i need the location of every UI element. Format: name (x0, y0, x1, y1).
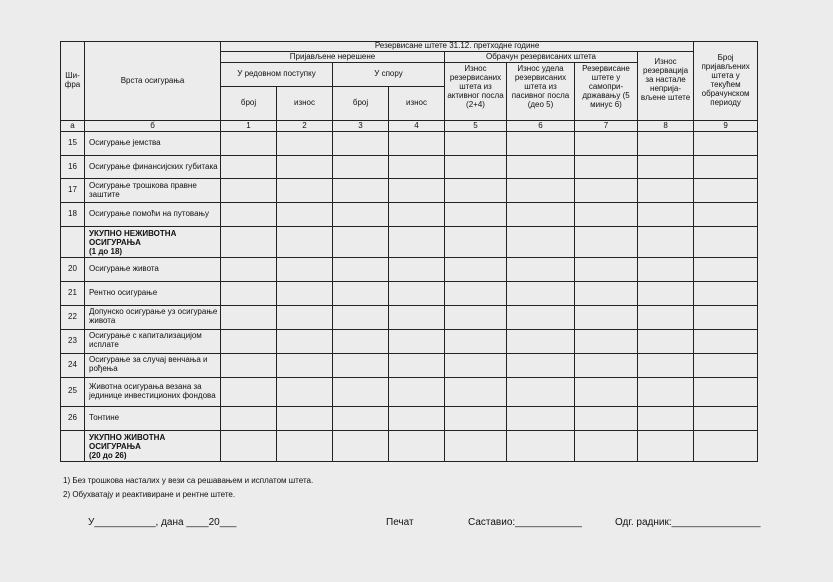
header-sifra: Ши- фра (61, 42, 85, 121)
row-value-cell-7[interactable] (575, 257, 638, 281)
row-value-cell-1[interactable] (221, 329, 277, 353)
row-value-cell-6[interactable] (507, 227, 575, 258)
row-value-cell-7[interactable] (575, 281, 638, 305)
row-value-cell-9[interactable] (694, 430, 758, 461)
row-value-cell-1[interactable] (221, 179, 277, 203)
row-value-cell-3[interactable] (333, 281, 389, 305)
row-value-cell-2[interactable] (277, 281, 333, 305)
row-value-cell-7[interactable] (575, 377, 638, 406)
row-value-cell-8[interactable] (638, 203, 694, 227)
row-insurance-type: Животна осигурања везана за јединице инвестиционих фондова (85, 377, 221, 406)
row-value-cell-5[interactable] (445, 353, 507, 377)
row-value-cell-6[interactable] (507, 406, 575, 430)
row-value-cell-8[interactable] (638, 257, 694, 281)
row-value-cell-6[interactable] (507, 377, 575, 406)
row-value-cell-4[interactable] (389, 203, 445, 227)
row-value-cell-2[interactable] (277, 329, 333, 353)
row-value-cell-5[interactable] (445, 305, 507, 329)
header-vrsta: Врста осигурања (85, 42, 221, 121)
row-code: 21 (61, 281, 85, 305)
row-value-cell-4[interactable] (389, 305, 445, 329)
row-value-cell-6[interactable] (507, 156, 575, 179)
row-value-cell-3[interactable] (333, 179, 389, 203)
row-code: 26 (61, 406, 85, 430)
row-value-cell-5[interactable] (445, 377, 507, 406)
index-cell: 9 (694, 121, 758, 132)
row-value-cell-6[interactable] (507, 329, 575, 353)
row-code: 24 (61, 353, 85, 377)
row-value-cell-2[interactable] (277, 430, 333, 461)
row-value-cell-5[interactable] (445, 132, 507, 156)
row-value-cell-4[interactable] (389, 227, 445, 258)
row-value-cell-5[interactable] (445, 329, 507, 353)
row-code (61, 430, 85, 461)
header-col5: Износ резервисаних штета из активног посла (2+4) (445, 63, 507, 121)
header-iznos-2: износ (277, 87, 333, 121)
row-value-cell-9[interactable] (694, 257, 758, 281)
row-value-cell-1[interactable] (221, 377, 277, 406)
row-value-cell-7[interactable] (575, 156, 638, 179)
row-value-cell-5[interactable] (445, 281, 507, 305)
header-broj-1: број (221, 87, 277, 121)
row-value-cell-7[interactable] (575, 329, 638, 353)
table-row (61, 406, 758, 430)
row-value-cell-4[interactable] (389, 377, 445, 406)
row-value-cell-8[interactable] (638, 227, 694, 258)
row-code: 17 (61, 179, 85, 203)
row-insurance-type: Осигурање јемства (85, 132, 221, 156)
row-value-cell-3[interactable] (333, 132, 389, 156)
row-value-cell-8[interactable] (638, 377, 694, 406)
row-insurance-type: Осигурање помоћи на путовању (85, 203, 221, 227)
row-value-cell-8[interactable] (638, 305, 694, 329)
responsible-person-line: Одг. радник:________________ (615, 517, 761, 528)
row-value-cell-4[interactable] (389, 156, 445, 179)
row-value-cell-8[interactable] (638, 179, 694, 203)
row-value-cell-4[interactable] (389, 329, 445, 353)
index-cell: 6 (507, 121, 575, 132)
row-insurance-type: Осигурање финансијских губитака (85, 156, 221, 179)
row-value-cell-5[interactable] (445, 257, 507, 281)
row-value-cell-1[interactable] (221, 132, 277, 156)
index-cell: 2 (277, 121, 333, 132)
table-row (61, 305, 758, 329)
row-value-cell-1[interactable] (221, 406, 277, 430)
row-value-cell-7[interactable] (575, 305, 638, 329)
row-value-cell-7[interactable] (575, 132, 638, 156)
row-value-cell-9[interactable] (694, 329, 758, 353)
row-value-cell-2[interactable] (277, 227, 333, 258)
row-value-cell-3[interactable] (333, 377, 389, 406)
table-row (61, 377, 758, 406)
row-value-cell-5[interactable] (445, 203, 507, 227)
row-value-cell-2[interactable] (277, 132, 333, 156)
row-value-cell-3[interactable] (333, 227, 389, 258)
table-row (61, 156, 758, 179)
row-value-cell-9[interactable] (694, 156, 758, 179)
row-value-cell-7[interactable] (575, 203, 638, 227)
row-value-cell-5[interactable] (445, 156, 507, 179)
row-value-cell-7[interactable] (575, 353, 638, 377)
row-value-cell-6[interactable] (507, 305, 575, 329)
row-value-cell-7[interactable] (575, 430, 638, 461)
row-value-cell-6[interactable] (507, 257, 575, 281)
index-cell: 5 (445, 121, 507, 132)
row-insurance-type: Рентно осигурање (85, 281, 221, 305)
row-code: 20 (61, 257, 85, 281)
row-value-cell-3[interactable] (333, 430, 389, 461)
row-value-cell-3[interactable] (333, 406, 389, 430)
total-row (61, 430, 758, 461)
row-value-cell-9[interactable] (694, 281, 758, 305)
place-date-line: У___________, дана ____20___ (88, 517, 237, 528)
index-cell: 7 (575, 121, 638, 132)
row-value-cell-9[interactable] (694, 203, 758, 227)
row-value-cell-2[interactable] (277, 203, 333, 227)
row-value-cell-4[interactable] (389, 353, 445, 377)
row-code: 22 (61, 305, 85, 329)
row-value-cell-8[interactable] (638, 430, 694, 461)
row-code (61, 227, 85, 258)
row-value-cell-1[interactable] (221, 203, 277, 227)
row-insurance-type: Осигурање живота (85, 257, 221, 281)
row-value-cell-6[interactable] (507, 132, 575, 156)
header-rezervisane: Резервисане штете 31.12. претходне године (221, 42, 694, 52)
row-insurance-type: УКУПНО НЕЖИВОТНА ОСИГУРАЊА (1 до 18) (85, 227, 221, 258)
row-value-cell-2[interactable] (277, 377, 333, 406)
index-cell: а (61, 121, 85, 132)
row-value-cell-1[interactable] (221, 257, 277, 281)
row-value-cell-4[interactable] (389, 430, 445, 461)
row-value-cell-4[interactable] (389, 281, 445, 305)
row-value-cell-1[interactable] (221, 156, 277, 179)
row-insurance-type: Осигурање за случај венчања и рођења (85, 353, 221, 377)
row-value-cell-8[interactable] (638, 132, 694, 156)
row-code: 16 (61, 156, 85, 179)
row-value-cell-9[interactable] (694, 132, 758, 156)
header-broj-3: број (333, 87, 389, 121)
row-value-cell-2[interactable] (277, 156, 333, 179)
row-value-cell-4[interactable] (389, 257, 445, 281)
index-cell: 8 (638, 121, 694, 132)
total-row (61, 227, 758, 258)
row-value-cell-8[interactable] (638, 156, 694, 179)
header-col6: Износ удела резервисаних штета из пасивног посла (део 5) (507, 63, 575, 121)
index-cell: б (85, 121, 221, 132)
header-col9: Број пријављених штета у текућем обрачунском периоду (694, 42, 758, 121)
row-value-cell-6[interactable] (507, 353, 575, 377)
table-row (61, 257, 758, 281)
table-header (61, 42, 758, 132)
row-value-cell-4[interactable] (389, 132, 445, 156)
row-value-cell-3[interactable] (333, 257, 389, 281)
header-spor: У спору (333, 63, 445, 87)
row-code: 23 (61, 329, 85, 353)
table-row (61, 281, 758, 305)
row-value-cell-3[interactable] (333, 353, 389, 377)
row-insurance-type: УКУПНО ЖИВОТНА ОСИГУРАЊА (20 до 26) (85, 430, 221, 461)
footnote-2: 2) Обухватају и реактивиране и рентне штете. (63, 490, 236, 499)
row-value-cell-2[interactable] (277, 353, 333, 377)
row-insurance-type: Осигурање трошкова правне заштите (85, 179, 221, 203)
row-value-cell-3[interactable] (333, 305, 389, 329)
row-value-cell-1[interactable] (221, 353, 277, 377)
table-row (61, 179, 758, 203)
row-value-cell-9[interactable] (694, 377, 758, 406)
row-value-cell-7[interactable] (575, 179, 638, 203)
row-value-cell-7[interactable] (575, 406, 638, 430)
row-value-cell-1[interactable] (221, 430, 277, 461)
row-value-cell-6[interactable] (507, 281, 575, 305)
header-prijavljene: Пријављене нерешене (221, 52, 445, 63)
table-row (61, 203, 758, 227)
header-redovni: У редовном поступку (221, 63, 333, 87)
row-value-cell-9[interactable] (694, 353, 758, 377)
compiled-by-line: Саставио:____________ (468, 517, 582, 528)
header-col7: Резервисане штете у самопри-државању (5 минус 6) (575, 63, 638, 121)
table-row (61, 329, 758, 353)
row-code: 18 (61, 203, 85, 227)
row-value-cell-5[interactable] (445, 430, 507, 461)
row-value-cell-1[interactable] (221, 305, 277, 329)
index-cell: 3 (333, 121, 389, 132)
row-value-cell-6[interactable] (507, 179, 575, 203)
header-iznos-4: износ (389, 87, 445, 121)
row-value-cell-6[interactable] (507, 203, 575, 227)
row-value-cell-3[interactable] (333, 156, 389, 179)
row-code: 15 (61, 132, 85, 156)
row-value-cell-1[interactable] (221, 227, 277, 258)
header-col8: Износ резервација за настале неприја-вљене штете (638, 52, 694, 121)
row-value-cell-9[interactable] (694, 305, 758, 329)
table-row (61, 132, 758, 156)
row-value-cell-2[interactable] (277, 179, 333, 203)
index-cell: 1 (221, 121, 277, 132)
row-value-cell-2[interactable] (277, 257, 333, 281)
row-value-cell-8[interactable] (638, 406, 694, 430)
stamp-label: Печат (386, 517, 414, 528)
row-value-cell-7[interactable] (575, 227, 638, 258)
header-obracun: Обрачун резервисаних штета (445, 52, 638, 63)
row-value-cell-6[interactable] (507, 430, 575, 461)
row-value-cell-4[interactable] (389, 179, 445, 203)
row-insurance-type: Осигурање с капитализацијом исплате (85, 329, 221, 353)
row-value-cell-2[interactable] (277, 305, 333, 329)
row-code: 25 (61, 377, 85, 406)
claims-reserve-table (60, 41, 758, 462)
row-value-cell-5[interactable] (445, 179, 507, 203)
row-value-cell-3[interactable] (333, 329, 389, 353)
index-row (61, 121, 758, 132)
row-value-cell-3[interactable] (333, 203, 389, 227)
row-value-cell-9[interactable] (694, 227, 758, 258)
row-value-cell-9[interactable] (694, 406, 758, 430)
row-value-cell-8[interactable] (638, 353, 694, 377)
row-value-cell-1[interactable] (221, 281, 277, 305)
row-value-cell-2[interactable] (277, 406, 333, 430)
row-value-cell-8[interactable] (638, 281, 694, 305)
row-value-cell-9[interactable] (694, 179, 758, 203)
row-value-cell-8[interactable] (638, 329, 694, 353)
row-insurance-type: Тонтине (85, 406, 221, 430)
table-body (61, 132, 758, 462)
table-row (61, 353, 758, 377)
row-value-cell-4[interactable] (389, 406, 445, 430)
footnote-1: 1) Без трошкова насталих у вези са решавањем и исплатом штета. (63, 476, 314, 485)
row-value-cell-5[interactable] (445, 227, 507, 258)
index-cell: 4 (389, 121, 445, 132)
row-value-cell-5[interactable] (445, 406, 507, 430)
row-insurance-type: Допунско осигурање уз осигурање живота (85, 305, 221, 329)
